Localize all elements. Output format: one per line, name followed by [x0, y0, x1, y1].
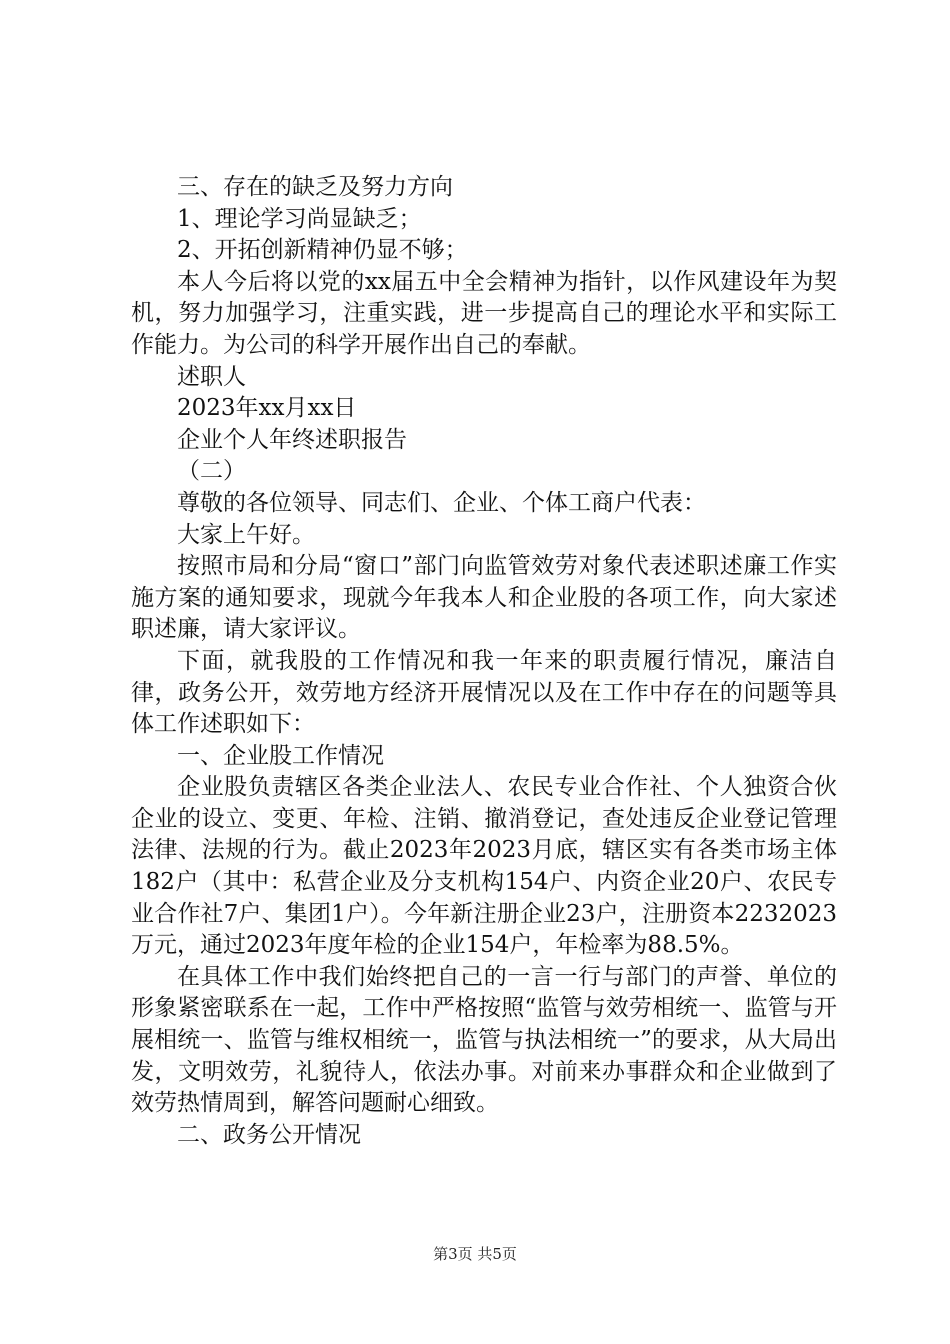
- page-number-footer: 第3页 共5页: [433, 1245, 517, 1263]
- signature-label: 述职人: [177, 363, 246, 390]
- paragraph: 企业股负责辖区各类企业法人、农民专业合作社、个人独资合伙企业的设立、变更、年检、注销、撤消登记，查处违反企业登记管理法律、法规的行为。截止2023年2023月底，辖区实有各类市场主体182户（其中：私营企业及分支机构154户、内资企业20户、农民专业合作社7户、集团1户）。今年新注册企业23户，注册资本2232023万元，通过2023年度年检的企业154户，年检率为88.5%。: [131, 774, 837, 959]
- report-subtitle: （二）: [177, 458, 246, 485]
- document-body: [131, 172, 837, 1151]
- section-heading: 三、存在的缺乏及努力方向: [177, 174, 453, 200]
- report-title: 企业个人年终述职报告: [177, 426, 407, 453]
- paragraph: 按照市局和分局“窗口”部门向监管效劳对象代表述职述廉工作实施方案的通知要求，现就今年我本人和企业股的各项工作，向大家述职述廉，请大家评议。: [131, 553, 837, 643]
- list-item: 2、开拓创新精神仍显不够；: [177, 237, 468, 264]
- section-heading: 一、企业股工作情况: [177, 742, 384, 769]
- list-item: 1、理论学习尚显缺乏；: [177, 205, 422, 232]
- signature-date: 2023年xx月xx日: [177, 395, 357, 422]
- paragraph: 下面，就我股的工作情况和我一年来的职责履行情况，廉洁自律，政务公开，效劳地方经济开展情况以及在工作中存在的问题等具体工作述职如下：: [131, 647, 837, 738]
- paragraph: 本人今后将以党的xx届五中全会精神为指针，以作风建设年为契机，努力加强学习，注重实践，进一步提高自己的理论水平和实际工作能力。为公司的科学开展作出自己的奉献。: [131, 268, 837, 358]
- greeting: 大家上午好。: [177, 521, 315, 548]
- salutation: 尊敬的各位领导、同志们、企业、个体工商户代表：: [177, 489, 706, 516]
- section-heading: 二、政务公开情况: [177, 1121, 361, 1148]
- paragraph: 在具体工作中我们始终把自己的一言一行与部门的声誉、单位的形象紧密联系在一起，工作中严格按照“监管与效劳相统一、监管与开展相统一、监管与维权相统一，监管与执法相统一”的要求，从大局出发，文明效劳，礼貌待人，依法办事。对前来办事群众和企业做到了效劳热情周到，解答问题耐心细致。: [131, 963, 837, 1117]
